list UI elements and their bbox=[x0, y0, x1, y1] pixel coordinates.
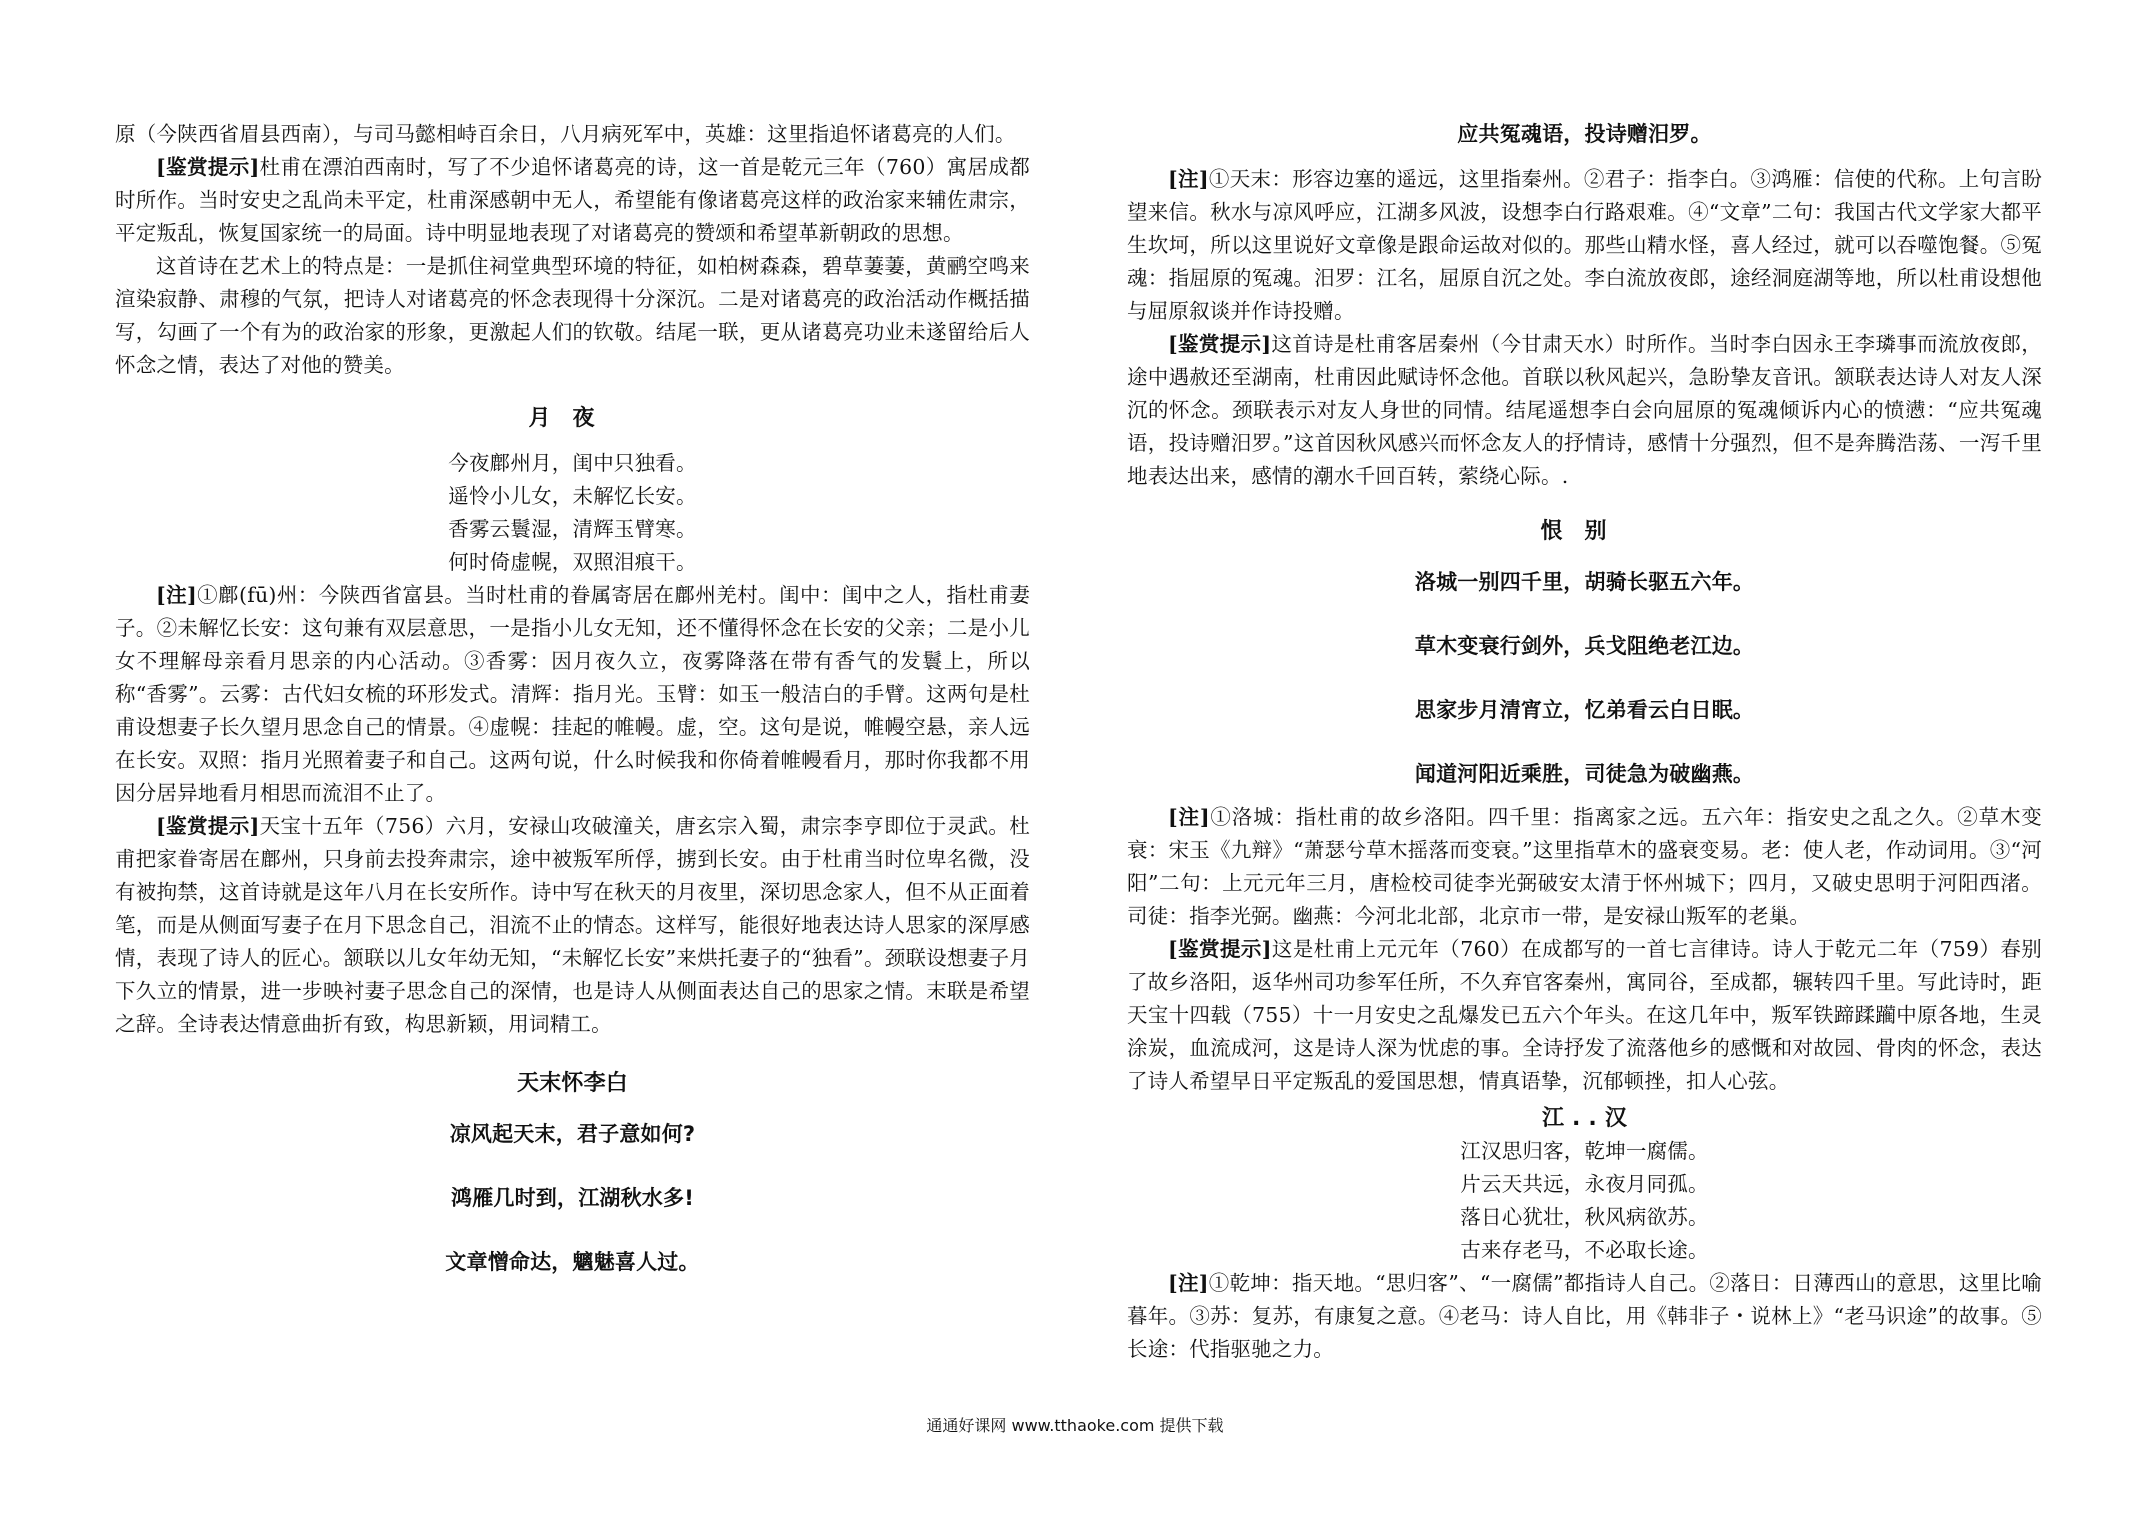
appreciation-text: 杜甫在漂泊西南时，写了不少追怀诸葛亮的诗，这一首是乾元三年（760）寓居成都时所作。当时安史之乱尚未平定，杜甫深感朝中无人，希望能有像诸葛亮这样的政治家来辅佐肃宗，平定叛乱，恢复国家统一的局面。诗中明显地表现了对诸葛亮的赞颂和希望革新朝政的思想。 bbox=[115, 155, 1030, 245]
poem-line: 片云天共远，永夜月同孤。 bbox=[1460, 1172, 1709, 1196]
poem-title-yueye: 月夜 bbox=[528, 406, 617, 431]
note-text: ①洛城：指杜甫的故乡洛阳。四千里：指离家之远。五六年：指安史之乱之久。②草木变衰：宋玉《九辩》“萧瑟兮草木摇落而变衰。”这里指草木的盛衰变易。老：使人老，作动词用。③“河阳”二句：上元元年三月，唐检校司徒李光弼破安太清于怀州城下；四月，又破史思明于河阳西渚。司徒：指李光弼。幽燕：今河北北部，北京市一带，是安禄山叛军的老巢。 bbox=[1127, 805, 2042, 928]
appreciation-paragraph bbox=[115, 151, 1030, 250]
poem-title-henbie: 恨别 bbox=[1540, 519, 1629, 544]
poem-title-jianghan: 江 . . 汉 bbox=[1541, 1106, 1628, 1131]
poem-title-tianmo: 天末怀李白 bbox=[516, 1071, 628, 1096]
note-paragraph bbox=[1127, 801, 2042, 933]
poem-line: 落日心犹壮，秋风病欲苏。 bbox=[1460, 1205, 1709, 1229]
poem-line: 文章憎命达，魑魅喜人过。 bbox=[445, 1250, 700, 1274]
note-paragraph bbox=[1127, 163, 2042, 328]
note-tag: [注] bbox=[1168, 167, 1209, 191]
appreciation-paragraph bbox=[115, 810, 1030, 1041]
note-tag: [注] bbox=[156, 583, 197, 607]
poem-line: 何时倚虚幌，双照泪痕干。 bbox=[448, 550, 697, 574]
note-text: ①天末：形容边塞的遥远，这里指秦州。②君子：指李白。③鸿雁：信使的代称。上句言盼望来信。秋水与凉风呼应，江湖多风波，设想李白行路艰难。④“文章”二句：我国古代文学家大都平生坎坷，所以这里说好文章像是跟命运故对似的。那些山精水怪，喜人经过，就可以吞噬饱餐。⑤冤魂：指屈原的冤魂。汨罗：江名，屈原自沉之处。李白流放夜郎，途经洞庭湖等地，所以杜甫设想他与屈原叙谈并作诗投赠。 bbox=[1127, 167, 2043, 323]
poem-line: 思家步月清宵立，忆弟看云白日眠。 bbox=[1414, 698, 1755, 722]
note-text: ①鄜(fū)州：今陕西省富县。当时杜甫的眷属寄居在鄜州羌村。闺中：闺中之人，指杜甫妻子。②未解忆长安：这句兼有双层意思，一是指小儿女无知，还不懂得怀念在长安的父亲；二是小儿女不理解母亲看月思亲的内心活动。③香雾：因月夜久立，夜雾降落在带有香气的发鬟上，所以称“香雾”。云雾：古代妇女梳的环形发式。清辉：指月光。玉臂：如玉一般洁白的手臂。这两句是杜甫设想妻子长久望月思念自己的情景。④虚幌：挂起的帷幔。虚，空。这句是说，帷幔空悬，亲人远在长安。双照：指月光照着妻子和自己。这两句说，什么时候我和你倚着帷幔看月，那时你我都不用因分居异地看月相思而流泪不止了。 bbox=[115, 583, 1030, 805]
poem-line: 古来存老马，不必取长途。 bbox=[1460, 1238, 1709, 1262]
appreciation-text: 这首诗是杜甫客居秦州（今甘肃天水）时所作。当时李白因永王李璘事而流放夜郎，途中遇赦还至湖南，杜甫因此赋诗怀念他。首联以秋风起兴，急盼挚友音讯。颔联表达诗人对友人深沉的怀念。颈联表示对友人身世的同情。结尾遥想李白会向屈原的冤魂倾诉内心的愤懑：“应共冤魂语，投诗赠汨罗。”这首因秋风感兴而怀念友人的抒情诗，感情十分强烈，但不是奔腾浩荡、一泻千里地表达出来，感情的潮水千回百转，萦绕心际。. bbox=[1127, 332, 2042, 488]
poem-line: 香雾云鬟湿，清辉玉臂寒。 bbox=[448, 517, 697, 541]
appreciation-paragraph bbox=[1127, 328, 2042, 493]
appreciation-tag: [鉴赏提示] bbox=[1168, 937, 1272, 961]
poem-line: 凉风起天末，君子意如何? bbox=[449, 1122, 696, 1146]
right-column bbox=[1127, 118, 2042, 1366]
poem-line: 遥怜小儿女，未解忆长安。 bbox=[448, 484, 697, 508]
appreciation-tag: [鉴赏提示] bbox=[156, 814, 260, 838]
appreciation-text: 这是杜甫上元元年（760）在成都写的一首七言律诗。诗人于乾元二年（759）春别了故乡洛阳，返华州司功参军任所，不久弃官客秦州，寓同谷，至成都，辗转四千里。写此诗时，距天宝十四载（755）十一月安史之乱爆发已五六个年头。在这几年中，叛军铁蹄蹂躏中原各地，生灵涂炭，血流成河，这是诗人深为忧虑的事。全诗抒发了流落他乡的感慨和对故园、骨肉的怀念，表达了诗人希望早日平定叛乱的爱国思想，情真语挚，沉郁顿挫，扣人心弦。 bbox=[1127, 937, 2042, 1093]
page-footer: 通通好课网 www.tthaoke.com 提供下载 bbox=[926, 1416, 1224, 1435]
poem-line: 今夜鄜州月，闺中只独看。 bbox=[448, 451, 697, 475]
appreciation-tag: [鉴赏提示] bbox=[156, 155, 260, 179]
poem-line: 草木变衰行剑外，兵戈阻绝老江边。 bbox=[1414, 634, 1755, 658]
note-paragraph bbox=[1127, 1267, 2042, 1366]
poem-line: 鸿雁几时到，江湖秋水多! bbox=[451, 1186, 694, 1210]
poem-line: 应共冤魂语，投诗赠汨罗。 bbox=[1457, 122, 1712, 146]
note-paragraph bbox=[115, 579, 1030, 810]
left-column bbox=[115, 118, 1030, 1310]
note-tag: [注] bbox=[1168, 805, 1210, 829]
appreciation-tag: [鉴赏提示] bbox=[1168, 332, 1272, 356]
poem-line: 闻道河阳近乘胜，司徒急为破幽燕。 bbox=[1414, 762, 1755, 786]
poem-line: 洛城一别四千里，胡骑长驱五六年。 bbox=[1414, 570, 1755, 594]
appreciation-text: 天宝十五年（756）六月，安禄山攻破潼关，唐玄宗入蜀，肃宗李亨即位于灵武。杜甫把家眷寄居在鄜州，只身前去投奔肃宗，途中被叛军所俘，掳到长安。由于杜甫当时位卑名微，没有被拘禁，这首诗就是这年八月在长安所作。诗中写在秋天的月夜里，深切思念家人，但不从正面着笔，而是从侧面写妻子在月下思念自己，泪流不止的情态。这样写，能很好地表达诗人思家的深厚感情，表现了诗人的匠心。颔联以儿女年幼无知，“未解忆长安”来烘托妻子的“独看”。颈联设想妻子月下久立的情景，进一步映衬妻子思念自己的深情，也是诗人从侧面表达自己的思家之情。末联是希望之辞。全诗表达情意曲折有致，构思新颖，用词精工。 bbox=[115, 814, 1030, 1036]
note-tag: [注] bbox=[1168, 1271, 1209, 1295]
paragraph: 这首诗在艺术上的特点是：一是抓住祠堂典型环境的特征，如柏树森森，碧草萋萋，黄鹂空鸣来渲染寂静、肃穆的气氛，把诗人对诸葛亮的怀念表现得十分深沉。二是对诸葛亮的政治活动作概括描写，勾画了一个有为的政治家的形象，更激起人们的钦敬。结尾一联，更从诸葛亮功业未遂留给后人怀念之情，表达了对他的赞美。 bbox=[115, 254, 1030, 377]
paragraph: 原（今陕西省眉县西南），与司马懿相峙百余日，八月病死军中，英雄：这里指追怀诸葛亮的人们。 bbox=[115, 122, 1016, 146]
poem-line: 江汉思归客，乾坤一腐儒。 bbox=[1460, 1139, 1709, 1163]
note-text: ①乾坤：指天地。“思归客”、“一腐儒”都指诗人自己。②落日：日薄西山的意思，这里比喻暮年。③苏：复苏，有康复之意。④老马：诗人自比，用《韩非子・说林上》“老马识途”的故事。⑤长途：代指驱驰之力。 bbox=[1127, 1271, 2043, 1361]
appreciation-paragraph bbox=[1127, 933, 2042, 1098]
